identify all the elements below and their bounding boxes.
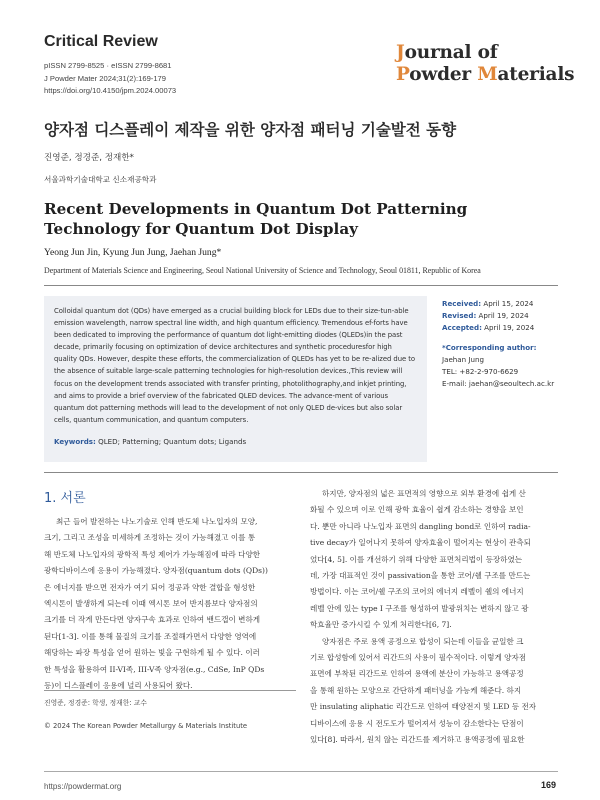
corresponding-author-name: Jaehan Jung	[442, 355, 484, 365]
received-date	[442, 298, 554, 310]
english-authors: Yeong Jun Jin, Kyung Jun Jung, Jaehan Jung*	[44, 247, 222, 258]
paragraph-line: 있다[8]. 따라서, 원치 않는 리간드를 제거하고 용액공정에 필요한	[310, 735, 525, 745]
paragraph-line: 등)이 디스플레이 응용에 널리 사용되어 왔다.	[44, 681, 193, 691]
received-value: April 15, 2024	[483, 299, 534, 308]
paragraph-line: 은 에너지를 받으면 전자가 여기 되어 정공과 약한 결합을 형성한	[44, 582, 256, 592]
paragraph-line: 최근 들어 발전하는 나노기술로 인해 반도체 나노입자의 모양,	[56, 517, 258, 526]
paragraph-line: 한 특성을 활용하여 II-VI족, III-V족 양자점(e.g., CdSe, InP QDs	[44, 664, 265, 674]
english-affiliation: Department of Materials Science and Engineering, Seoul National University of Science and Technology, Seoul 01811, Republic of Korea	[44, 266, 481, 275]
abstract-line: forts have been dedicated to improving the performance of quantum dot light-emitting diodes (QLEDs)	[54, 319, 408, 340]
footnote-divider	[44, 690, 296, 691]
paragraph-line: 었다[4, 5]. 이를 개선하기 위해 다양한 표면처리법이 등장하였는	[310, 554, 523, 564]
logo-text-1: ournal of	[404, 42, 498, 63]
article-category: Critical Review	[44, 33, 158, 50]
logo-initial-p: P	[396, 64, 410, 85]
abstract-text	[54, 305, 417, 426]
korean-affiliation: 서울과학기술대학교 신소재공학과	[44, 175, 157, 184]
keywords-list: QLED; Patterning; Quantum dots; Ligands	[98, 436, 247, 446]
paragraph-line: 을 통해 원하는 모양으로 간단하게 패터닝을 가능케 해준다. 하지	[310, 685, 522, 695]
paragraph-line: 레벨 안에 있는 type I 구조를 형성하여 발광위치는 변하지 않고 광	[310, 603, 529, 613]
doi-link[interactable]: https://doi.org/10.4150/jpm.2024.00073	[44, 86, 177, 95]
accepted-value: April 19, 2024	[484, 322, 535, 332]
paragraph-line: 기로 합성함에 있어서 리간드의 사용이 필수적이다. 이렇게 양자점	[310, 653, 527, 663]
paragraph-line: 디바이스에 응용 시 전도도가 떨어져서 성능이 감소한다는 단점이	[310, 718, 524, 728]
paragraph-line: 크기, 그리고 조성을 미세하게 조정하는 것이 가능해졌고 이를 통	[44, 533, 256, 543]
abstract-line: able emission wavelength, narrow spectral line width, and high quantum efficiency. Tremendous ef-	[54, 307, 409, 328]
journal-website-link[interactable]: https://powdermat.org	[44, 782, 122, 791]
corresponding-author-tel: TEL: +82-2-970-6629	[442, 366, 519, 376]
paragraph-line: 하지만, 양자점의 넓은 표면적의 영향으로 외부 환경에 쉽게 산	[322, 489, 526, 498]
logo-initial-j: J	[396, 42, 405, 63]
issn-line: pISSN 2799-8525 · eISSN 2799-8681	[44, 61, 172, 70]
abstract-line: in the past decade, primarily focusing on optimization of device architectures and synthetic procedures	[54, 331, 403, 352]
accepted-label: Accepted:	[442, 322, 482, 332]
abstract-line: alized due to the absence of suitable large-scale patterning technologies for high-resolution devices.,	[54, 355, 416, 376]
abstract-line: for high quality QDs. However, despite these efforts, the commercialization of QLEDs has yet to be re-	[54, 343, 392, 364]
paragraph-line: 해당하는 파장 특성을 얻어 원하는 빛을 구현하게 될 수 있다. 이러	[44, 648, 260, 658]
paragraph-line: 다. 뿐만 아니라 나노입자 표면의 dangling bond로 인하여 radia-	[310, 521, 531, 531]
paragraph-line: tive decay가 일어나지 못하여 양자효율이 떨어지는 현상이 관측되	[310, 538, 531, 548]
body-column-left	[44, 514, 296, 694]
korean-authors: 진영준, 정경준, 정재한*	[44, 153, 134, 163]
paragraph-line: 학효율만 증가시킬 수 있게 처리한다[6, 7].	[310, 620, 452, 630]
corresponding-author-label: *Corresponding author:	[442, 343, 537, 353]
revised-value: April 19, 2024	[478, 310, 529, 320]
paragraph-line: 화될 수 있으며 이로 인해 광학 효율이 쉽게 감소하는 경향을 보인	[310, 505, 524, 515]
paragraph-line: 된다[1-3]. 이를 통해 물질의 크기를 조절해가면서 다양한 영역에	[44, 631, 257, 641]
article-info-sidebar	[442, 298, 554, 390]
journal-logo-line2	[396, 64, 574, 86]
abstract-divider	[44, 472, 558, 473]
korean-title: 양자점 디스플레이 제작을 위한 양자점 패터닝 기술발전 동향	[44, 121, 457, 139]
corresponding-author-email[interactable]: E-mail: jaehan@seoultech.ac.kr	[442, 378, 555, 388]
publication-info	[44, 60, 176, 98]
section-heading-introduction: 1. 서론	[44, 491, 86, 506]
english-title: Recent Developments in Quantum Dot Patterning Technology for Quantum Dot Display	[44, 200, 468, 238]
journal-logo	[396, 42, 574, 86]
author-footnote: 진영준, 정경준: 학생, 정재한: 교수	[44, 699, 147, 707]
abstract-line: and inkjet printing, and aims to provide a brief overview of the fabricated QLED devices. The advance-	[54, 379, 407, 400]
paragraph-line: 크기를 더 작게 만든다면 양자구속 효과로 인하여 밴드갭이 변하게	[44, 615, 261, 625]
citation-line: J Powder Mater 2024;31(2):169-179	[44, 73, 166, 83]
paragraph-line: 양자점은 주로 용액 공정으로 합성이 되는데 이들을 균일한 크	[322, 636, 524, 646]
logo-text-3: aterials	[497, 64, 575, 85]
received-label: Received:	[442, 299, 482, 308]
page-number: 169	[540, 780, 556, 790]
body-column-right	[310, 486, 560, 749]
paragraph-line: 해 반도체 나노입자의 광학적 특성 제어가 가능해짐에 따라 다양한	[44, 549, 261, 559]
abstract-line: This review will focus on the development trends associated with transfer printing, photolithography,	[54, 367, 403, 388]
logo-text-2: owder	[409, 64, 478, 85]
revised-date	[442, 310, 554, 322]
abstract-line: vices but also solar cells, quantum communication, and quantum computers.	[54, 403, 403, 424]
accepted-date	[442, 322, 554, 334]
copyright-notice: © 2024 The Korean Powder Metallurgy & Materials Institute	[44, 722, 248, 730]
abstract-box	[44, 296, 427, 462]
revised-label: Revised:	[442, 310, 477, 320]
logo-initial-m: M	[477, 64, 498, 85]
paragraph-line: 표면에 부착된 리간드로 인하여 용액에 분산이 가능하고 용액공정	[310, 669, 524, 679]
paragraph-line: 광학디바이스에 응용이 가능해졌다. 양자점(quantum dots (QDs))	[44, 566, 268, 576]
header-divider	[44, 285, 558, 286]
paragraph-line: 만 insulating aliphatic 리간드로 인하여 태양전지 및 LED 등 전자	[310, 702, 537, 712]
abstract-line: ment of various quantum dot patterning methods will lead to the development of not only QLED de-	[54, 391, 389, 412]
paragraph-line: 방법이다. 이는 코어/쉘 구조의 코어의 에너지 레벨이 쉘의 에너지	[310, 587, 524, 597]
keywords	[54, 437, 417, 446]
paragraph-line: 데, 가장 대표적인 것이 passivation을 통한 코어/쉘 구조를 만드는	[310, 571, 531, 581]
journal-logo-line1	[396, 42, 574, 64]
footer-divider	[44, 771, 558, 772]
keywords-label: Keywords:	[54, 436, 96, 446]
paragraph-line: 엑시톤이 발생하게 되는데 이때 엑시톤 보어 반지름보다 양자점의	[44, 599, 258, 609]
abstract-line: Colloidal quantum dot (QDs) have emerged as a crucial building block for LEDs due to their size-tun-	[54, 307, 395, 315]
